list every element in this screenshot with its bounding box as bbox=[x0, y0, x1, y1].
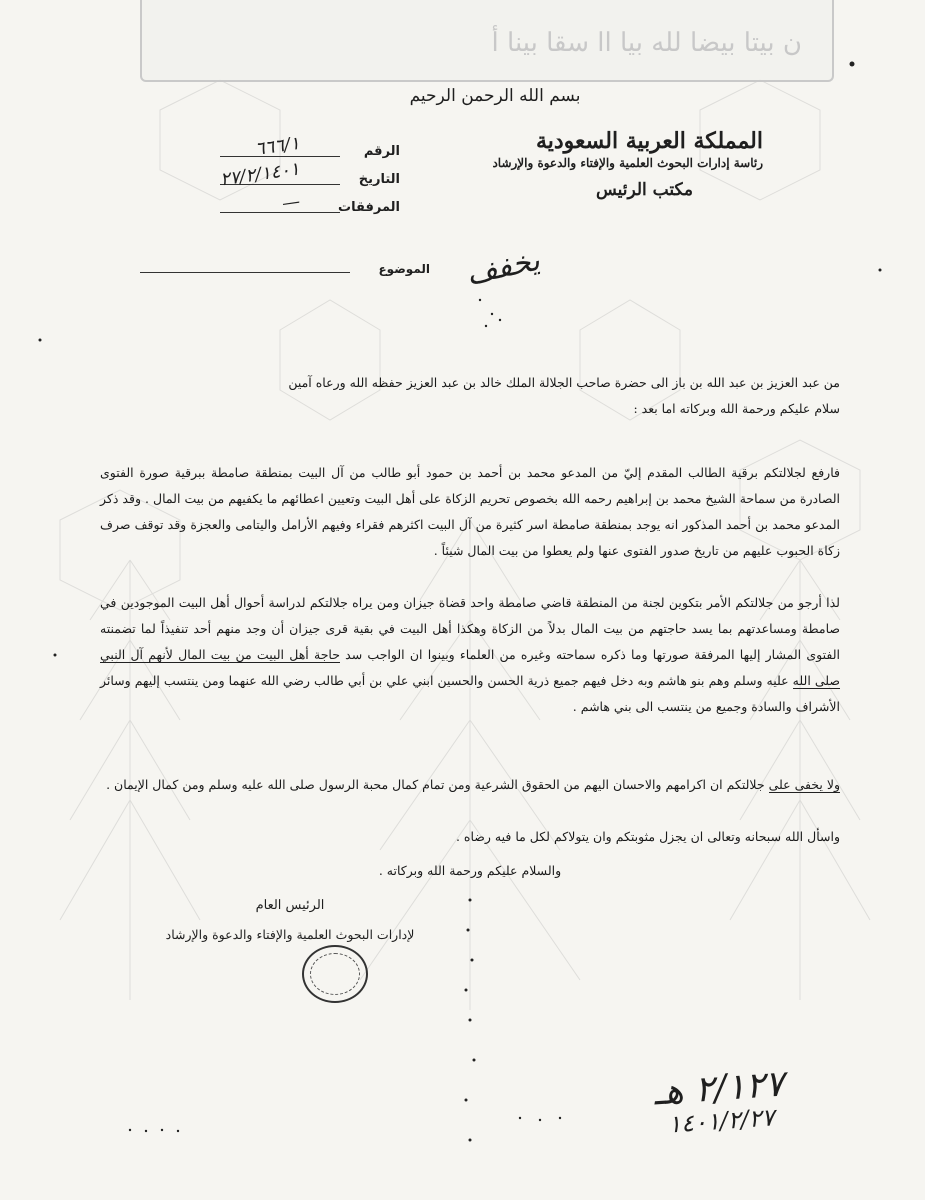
paragraph-1-text: فارفع لجلالتكم برقية الطالب المقدم إليّ من المدعو محمد بن أحمد بن حمود أبو طالب من آل البيت بمنطقة صامطة ببرقية صورة الفتوى الصادرة من سماحة الشيخ محمد بن إبراهيم رحمه الله بخصوص تحريم الزكاة على أهل البيت وتعيين اعطائهم ما يكفيهم من بيت المال . وقد ذكر المدعو محمد بن أحمد المذكور انه يوجد بمنطقة صامطة اسر كثيرة من آل البيت اكثرهم فقراء وفيهم الأرامل واليتامى والعجزة وقد توقف صرف زكاة الحبوب عليهم من تاريخ صدور الفتوى عنها ولم يعطوا من بيت المال شيئاً . bbox=[100, 465, 840, 558]
reference-attachments-value: — bbox=[280, 190, 302, 215]
reference-date-row bbox=[100, 158, 400, 194]
basmala: بسم الله الرحمن الرحيم bbox=[409, 86, 581, 106]
reference-block bbox=[100, 132, 400, 222]
reference-number-label: الرقم bbox=[363, 144, 400, 159]
paragraph-3-text bbox=[100, 772, 840, 798]
signature-organization: لإدارات البحوث العلمية والإفتاء والدعوة والإرشاد bbox=[165, 927, 415, 942]
letterhead bbox=[492, 128, 763, 200]
paragraph-3 bbox=[100, 772, 840, 798]
handwritten-line-1: ٢/١٢٧ هـ bbox=[652, 1063, 786, 1114]
kingdom-name: المملكة العربية السعودية bbox=[535, 128, 763, 154]
closing-block bbox=[100, 858, 840, 884]
handwritten-annotation bbox=[558, 1059, 882, 1145]
paragraph-2 bbox=[100, 590, 840, 720]
presidency-name: رئاسة إدارات البحوث العلمية والإفتاء والدعوة والإرشاد bbox=[492, 156, 763, 170]
handwritten-line-2: ١٤٠١/٢/٢٧ bbox=[667, 1103, 776, 1139]
subject-row bbox=[140, 242, 543, 298]
official-seal bbox=[302, 945, 368, 1003]
reference-number-value: ٦٦٦/١ bbox=[254, 132, 302, 161]
paragraph-2-underlined: حاجة أهل البيت من بيت المال لأنهم آل النبي صلى الله bbox=[100, 647, 840, 688]
faded-header-text: ن بيتا بيضا لله بيا اا سقا بينا أ bbox=[491, 28, 802, 58]
signature-block bbox=[110, 898, 470, 942]
subject-label: الموضوع bbox=[378, 262, 430, 276]
paragraph-4 bbox=[100, 824, 840, 850]
greeting-block bbox=[100, 370, 840, 422]
paragraph-4-text: واسأل الله سبحانه وتعالى ان يجزل مثوبتكم وان يتولاكم لكل ما فيه رضاه . bbox=[455, 829, 840, 844]
closing-text: والسلام عليكم ورحمة الله وبركاته . bbox=[378, 863, 562, 878]
reference-attachments-label: المرفقات bbox=[338, 200, 400, 215]
paragraph-3-underlined: ولا يخفى على bbox=[768, 777, 840, 792]
paragraph-2-text bbox=[100, 590, 840, 720]
reference-date-value: ٢٧/٢/١٤٠١ bbox=[219, 158, 302, 191]
paragraph-2-part-b: عليه وسلم وهم بنو هاشم وبه دخل فيهم جميع ذرية الحسن والحسين ابني علي بن أبي طالب رضي الله عنهما ومن ينتسب إليهم وسائر الأشراف والسادة وجميع من ينتسب الى بني هاشم . bbox=[100, 673, 840, 714]
subject-value: يخفف bbox=[463, 242, 543, 293]
reference-attachments-line bbox=[220, 212, 340, 213]
letterhead-frame bbox=[140, 0, 834, 82]
paragraph-1 bbox=[100, 460, 840, 564]
reference-number-row bbox=[100, 132, 400, 166]
reference-attachments-row bbox=[100, 190, 400, 222]
greeting-line-2: سلام عليكم ورحمة الله وبركاته اما بعد : bbox=[633, 401, 840, 416]
paragraph-2-part-a: لذا أرجو من جلالتكم الأمر بتكوين لجنة من المنطقة قاضي صامطة واحد قضاة جيزان ومن يراه جلالتكم لدراسة أحوال أهل البيت الموجودين في صامطة ومساعدتهم بما يسد حاجتهم من بيت المال بدلاً من الزكاة وهكذا أهل البيت في بقية قرى جيزان أن وجد منهم أحد تنفيذاً لما تضمنته الفتوى المشار إليها المرفقة صورتها وما ذكره سماحته وغيره من العلماء وبينوا ان الواجب سد bbox=[100, 595, 840, 662]
office-name: مكتب الرئيس bbox=[595, 180, 693, 200]
greeting-line-1: من عبد العزيز بن عبد الله بن باز الى حضرة صاحب الجلالة الملك خالد بن عبد العزيز حفظه الله ورعاه آمين bbox=[288, 375, 840, 390]
paragraph-3-rest: جلالتكم ان اكرامهم والاحسان اليهم من الحقوق الشرعية ومن تمام كمال محبة الرسول صلى الله عليه وسلم ومن كمال الإيمان . bbox=[106, 777, 769, 792]
reference-date-label: التاريخ bbox=[358, 172, 400, 187]
signature-title: الرئيس العام bbox=[255, 898, 325, 913]
subject-line bbox=[140, 272, 350, 273]
